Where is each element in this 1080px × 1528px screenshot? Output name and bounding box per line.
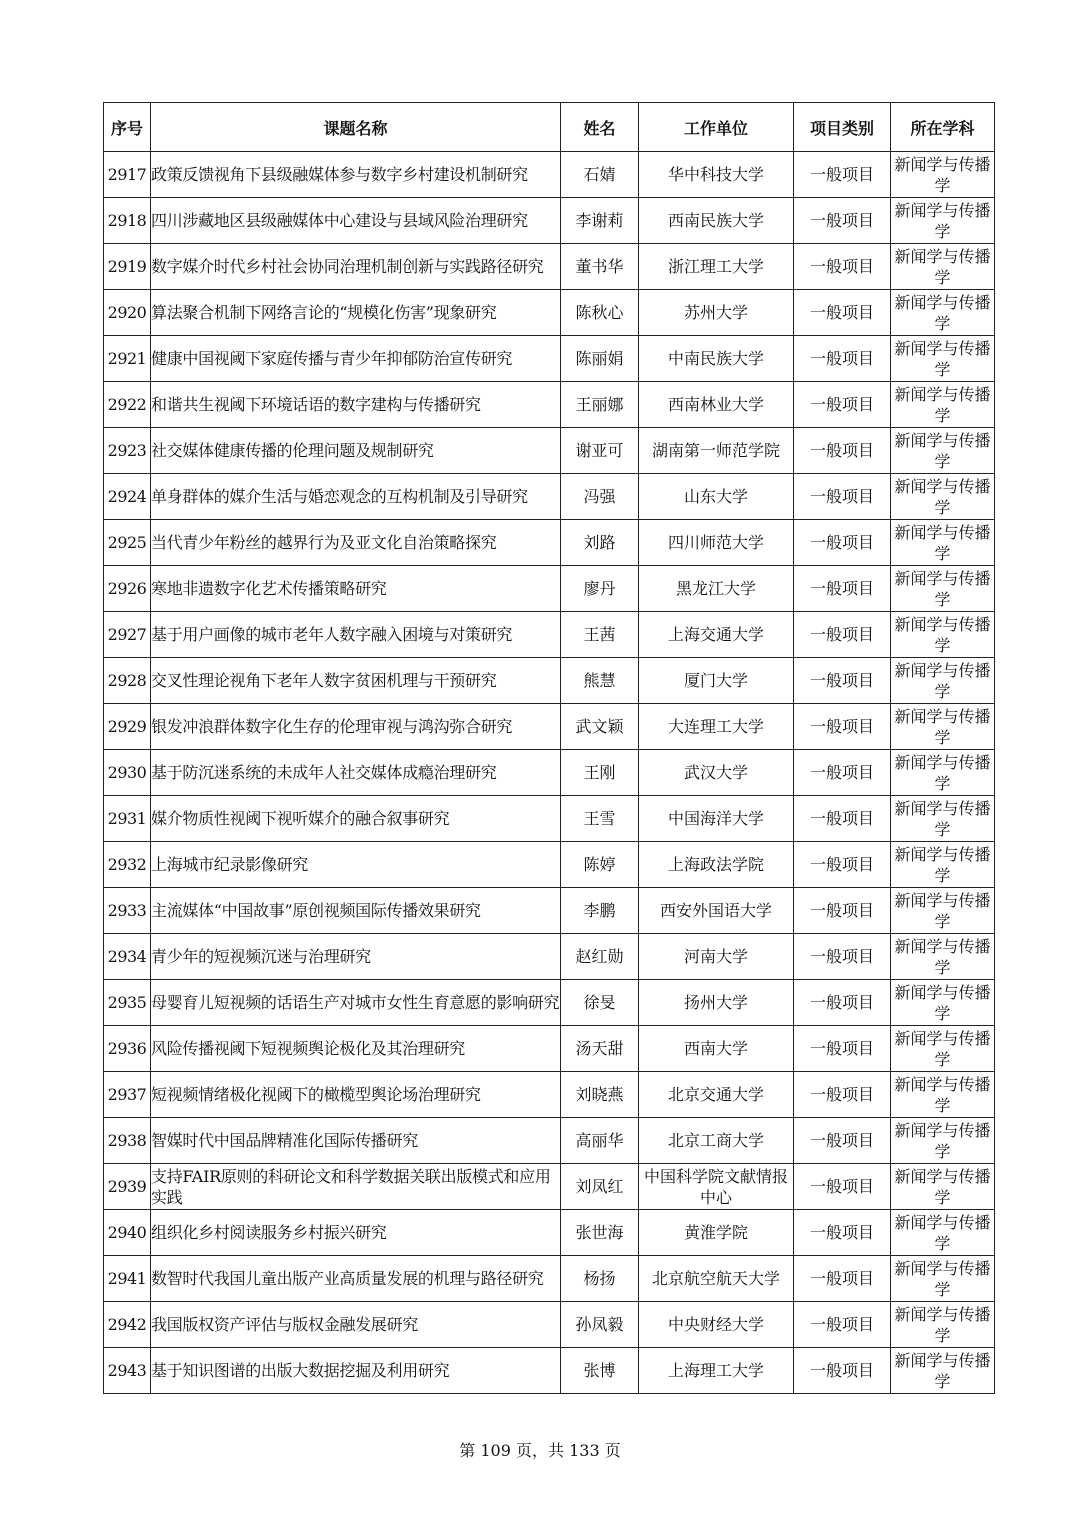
- cell-name: 张博: [561, 1348, 639, 1394]
- header-name: 姓名: [561, 103, 639, 152]
- cell-type: 一般项目: [794, 704, 891, 750]
- table-row: [104, 244, 995, 290]
- cell-discipline: 新闻学与传播学: [891, 152, 995, 198]
- header-type: 项目类别: [794, 103, 891, 152]
- cell-unit: 中国海洋大学: [639, 796, 794, 842]
- cell-unit: 西南林业大学: [639, 382, 794, 428]
- cell-unit: 中央财经大学: [639, 1302, 794, 1348]
- cell-title: 单身群体的媒介生活与婚恋观念的互构机制及引导研究: [151, 474, 561, 520]
- cell-title: 交叉性理论视角下老年人数字贫困机理与干预研究: [151, 658, 561, 704]
- cell-title: 支持FAIR原则的科研论文和科学数据关联出版模式和应用实践: [151, 1164, 561, 1210]
- project-table: [103, 102, 995, 1394]
- cell-title: 风险传播视阈下短视频舆论极化及其治理研究: [151, 1026, 561, 1072]
- cell-title: 主流媒体“中国故事”原创视频国际传播效果研究: [151, 888, 561, 934]
- table-row: [104, 1164, 995, 1210]
- table-row: [104, 796, 995, 842]
- cell-discipline: 新闻学与传播学: [891, 520, 995, 566]
- cell-name: 谢亚可: [561, 428, 639, 474]
- cell-type: 一般项目: [794, 290, 891, 336]
- cell-type: 一般项目: [794, 428, 891, 474]
- cell-type: 一般项目: [794, 1302, 891, 1348]
- table-row: [104, 1072, 995, 1118]
- cell-unit: 华中科技大学: [639, 152, 794, 198]
- cell-seq: 2928: [104, 658, 151, 704]
- cell-name: 刘路: [561, 520, 639, 566]
- cell-name: 王丽娜: [561, 382, 639, 428]
- cell-type: 一般项目: [794, 244, 891, 290]
- cell-unit: 西南大学: [639, 1026, 794, 1072]
- cell-seq: 2931: [104, 796, 151, 842]
- cell-discipline: 新闻学与传播学: [891, 382, 995, 428]
- cell-unit: 中国科学院文献情报中心: [639, 1164, 794, 1210]
- cell-unit: 上海理工大学: [639, 1348, 794, 1394]
- cell-seq: 2941: [104, 1256, 151, 1302]
- cell-title: 四川涉藏地区县级融媒体中心建设与县域风险治理研究: [151, 198, 561, 244]
- cell-unit: 北京交通大学: [639, 1072, 794, 1118]
- cell-discipline: 新闻学与传播学: [891, 1256, 995, 1302]
- cell-seq: 2917: [104, 152, 151, 198]
- cell-name: 石婧: [561, 152, 639, 198]
- cell-title: 算法聚合机制下网络言论的“规模化伤害”现象研究: [151, 290, 561, 336]
- cell-seq: 2939: [104, 1164, 151, 1210]
- cell-type: 一般项目: [794, 474, 891, 520]
- cell-discipline: 新闻学与传播学: [891, 934, 995, 980]
- cell-type: 一般项目: [794, 1210, 891, 1256]
- cell-seq: 2924: [104, 474, 151, 520]
- cell-name: 王刚: [561, 750, 639, 796]
- cell-discipline: 新闻学与传播学: [891, 704, 995, 750]
- cell-discipline: 新闻学与传播学: [891, 1026, 995, 1072]
- header-unit: 工作单位: [639, 103, 794, 152]
- cell-unit: 黑龙江大学: [639, 566, 794, 612]
- cell-title: 银发冲浪群体数字化生存的伦理审视与鸿沟弥合研究: [151, 704, 561, 750]
- cell-seq: 2925: [104, 520, 151, 566]
- table-row: [104, 152, 995, 198]
- table-row: [104, 980, 995, 1026]
- header-discipline: 所在学科: [891, 103, 995, 152]
- cell-type: 一般项目: [794, 520, 891, 566]
- cell-title: 短视频情绪极化视阈下的橄榄型舆论场治理研究: [151, 1072, 561, 1118]
- table-row: [104, 612, 995, 658]
- cell-name: 武文颖: [561, 704, 639, 750]
- cell-title: 社交媒体健康传播的伦理问题及规制研究: [151, 428, 561, 474]
- cell-title: 智媒时代中国品牌精准化国际传播研究: [151, 1118, 561, 1164]
- cell-title: 数智时代我国儿童出版产业高质量发展的机理与路径研究: [151, 1256, 561, 1302]
- cell-seq: 2940: [104, 1210, 151, 1256]
- table-row: [104, 336, 995, 382]
- cell-title: 基于知识图谱的出版大数据挖掘及利用研究: [151, 1348, 561, 1394]
- cell-type: 一般项目: [794, 842, 891, 888]
- cell-discipline: 新闻学与传播学: [891, 888, 995, 934]
- table-row: [104, 1118, 995, 1164]
- table-row: [104, 428, 995, 474]
- cell-name: 汤天甜: [561, 1026, 639, 1072]
- cell-seq: 2921: [104, 336, 151, 382]
- cell-seq: 2937: [104, 1072, 151, 1118]
- cell-discipline: 新闻学与传播学: [891, 842, 995, 888]
- table-row: [104, 888, 995, 934]
- table-row: [104, 474, 995, 520]
- cell-unit: 北京工商大学: [639, 1118, 794, 1164]
- cell-name: 刘凤红: [561, 1164, 639, 1210]
- cell-seq: 2919: [104, 244, 151, 290]
- cell-name: 刘晓燕: [561, 1072, 639, 1118]
- table-row: [104, 1302, 995, 1348]
- cell-unit: 河南大学: [639, 934, 794, 980]
- table-row: [104, 520, 995, 566]
- cell-unit: 上海政法学院: [639, 842, 794, 888]
- table-row: [104, 704, 995, 750]
- cell-name: 徐旻: [561, 980, 639, 1026]
- cell-seq: 2933: [104, 888, 151, 934]
- cell-unit: 大连理工大学: [639, 704, 794, 750]
- cell-type: 一般项目: [794, 750, 891, 796]
- cell-title: 数字媒介时代乡村社会协同治理机制创新与实践路径研究: [151, 244, 561, 290]
- cell-type: 一般项目: [794, 1072, 891, 1118]
- cell-title: 青少年的短视频沉迷与治理研究: [151, 934, 561, 980]
- cell-discipline: 新闻学与传播学: [891, 1164, 995, 1210]
- table-row: [104, 1256, 995, 1302]
- cell-name: 陈婷: [561, 842, 639, 888]
- cell-title: 母婴育儿短视频的话语生产对城市女性生育意愿的影响研究: [151, 980, 561, 1026]
- table-header-row: [104, 103, 995, 152]
- cell-discipline: 新闻学与传播学: [891, 1210, 995, 1256]
- cell-type: 一般项目: [794, 980, 891, 1026]
- table-row: [104, 934, 995, 980]
- cell-type: 一般项目: [794, 1256, 891, 1302]
- cell-name: 陈丽娟: [561, 336, 639, 382]
- cell-seq: 2923: [104, 428, 151, 474]
- cell-discipline: 新闻学与传播学: [891, 474, 995, 520]
- cell-seq: 2920: [104, 290, 151, 336]
- cell-name: 杨扬: [561, 1256, 639, 1302]
- cell-type: 一般项目: [794, 796, 891, 842]
- cell-type: 一般项目: [794, 934, 891, 980]
- cell-unit: 西安外国语大学: [639, 888, 794, 934]
- cell-title: 和谐共生视阈下环境话语的数字建构与传播研究: [151, 382, 561, 428]
- cell-name: 廖丹: [561, 566, 639, 612]
- cell-unit: 北京航空航天大学: [639, 1256, 794, 1302]
- cell-discipline: 新闻学与传播学: [891, 336, 995, 382]
- cell-seq: 2927: [104, 612, 151, 658]
- cell-seq: 2938: [104, 1118, 151, 1164]
- header-title: 课题名称: [151, 103, 561, 152]
- cell-seq: 2932: [104, 842, 151, 888]
- cell-seq: 2943: [104, 1348, 151, 1394]
- cell-discipline: 新闻学与传播学: [891, 566, 995, 612]
- cell-type: 一般项目: [794, 658, 891, 704]
- cell-seq: 2936: [104, 1026, 151, 1072]
- table-row: [104, 1348, 995, 1394]
- table-row: [104, 198, 995, 244]
- cell-discipline: 新闻学与传播学: [891, 1118, 995, 1164]
- cell-title: 组织化乡村阅读服务乡村振兴研究: [151, 1210, 561, 1256]
- cell-unit: 西南民族大学: [639, 198, 794, 244]
- cell-seq: 2934: [104, 934, 151, 980]
- cell-type: 一般项目: [794, 336, 891, 382]
- cell-unit: 苏州大学: [639, 290, 794, 336]
- table-row: [104, 566, 995, 612]
- cell-seq: 2942: [104, 1302, 151, 1348]
- cell-seq: 2930: [104, 750, 151, 796]
- cell-name: 李鹏: [561, 888, 639, 934]
- table-body: [104, 152, 995, 1394]
- table-row: [104, 658, 995, 704]
- cell-type: 一般项目: [794, 1118, 891, 1164]
- cell-name: 赵红勋: [561, 934, 639, 980]
- cell-discipline: 新闻学与传播学: [891, 198, 995, 244]
- cell-title: 基于用户画像的城市老年人数字融入困境与对策研究: [151, 612, 561, 658]
- cell-title: 基于防沉迷系统的未成年人社交媒体成瘾治理研究: [151, 750, 561, 796]
- table-row: [104, 382, 995, 428]
- cell-type: 一般项目: [794, 1026, 891, 1072]
- table-row: [104, 1026, 995, 1072]
- cell-seq: 2935: [104, 980, 151, 1026]
- cell-discipline: 新闻学与传播学: [891, 1302, 995, 1348]
- cell-unit: 四川师范大学: [639, 520, 794, 566]
- cell-discipline: 新闻学与传播学: [891, 1348, 995, 1394]
- cell-unit: 武汉大学: [639, 750, 794, 796]
- cell-title: 媒介物质性视阈下视听媒介的融合叙事研究: [151, 796, 561, 842]
- cell-type: 一般项目: [794, 612, 891, 658]
- cell-name: 孙凤毅: [561, 1302, 639, 1348]
- cell-discipline: 新闻学与传播学: [891, 244, 995, 290]
- cell-name: 高丽华: [561, 1118, 639, 1164]
- cell-name: 李谢莉: [561, 198, 639, 244]
- cell-seq: 2926: [104, 566, 151, 612]
- cell-type: 一般项目: [794, 566, 891, 612]
- cell-discipline: 新闻学与传播学: [891, 750, 995, 796]
- cell-type: 一般项目: [794, 382, 891, 428]
- cell-name: 陈秋心: [561, 290, 639, 336]
- cell-name: 王雪: [561, 796, 639, 842]
- cell-seq: 2929: [104, 704, 151, 750]
- cell-seq: 2922: [104, 382, 151, 428]
- cell-unit: 山东大学: [639, 474, 794, 520]
- cell-name: 张世海: [561, 1210, 639, 1256]
- table-row: [104, 750, 995, 796]
- cell-title: 健康中国视阈下家庭传播与青少年抑郁防治宣传研究: [151, 336, 561, 382]
- header-seq: 序号: [104, 103, 151, 152]
- cell-seq: 2918: [104, 198, 151, 244]
- cell-discipline: 新闻学与传播学: [891, 290, 995, 336]
- cell-type: 一般项目: [794, 1164, 891, 1210]
- cell-type: 一般项目: [794, 198, 891, 244]
- cell-discipline: 新闻学与传播学: [891, 612, 995, 658]
- cell-discipline: 新闻学与传播学: [891, 980, 995, 1026]
- cell-type: 一般项目: [794, 1348, 891, 1394]
- cell-discipline: 新闻学与传播学: [891, 658, 995, 704]
- cell-type: 一般项目: [794, 888, 891, 934]
- table-row: [104, 290, 995, 336]
- cell-unit: 湖南第一师范学院: [639, 428, 794, 474]
- cell-unit: 浙江理工大学: [639, 244, 794, 290]
- cell-title: 我国版权资产评估与版权金融发展研究: [151, 1302, 561, 1348]
- cell-unit: 扬州大学: [639, 980, 794, 1026]
- cell-name: 冯强: [561, 474, 639, 520]
- cell-type: 一般项目: [794, 152, 891, 198]
- cell-name: 董书华: [561, 244, 639, 290]
- cell-discipline: 新闻学与传播学: [891, 796, 995, 842]
- cell-discipline: 新闻学与传播学: [891, 1072, 995, 1118]
- cell-title: 当代青少年粉丝的越界行为及亚文化自治策略探究: [151, 520, 561, 566]
- cell-title: 寒地非遗数字化艺术传播策略研究: [151, 566, 561, 612]
- cell-unit: 黄淮学院: [639, 1210, 794, 1256]
- cell-name: 熊慧: [561, 658, 639, 704]
- cell-unit: 中南民族大学: [639, 336, 794, 382]
- table-row: [104, 842, 995, 888]
- table-row: [104, 1210, 995, 1256]
- cell-discipline: 新闻学与传播学: [891, 428, 995, 474]
- cell-name: 王茜: [561, 612, 639, 658]
- cell-title: 上海城市纪录影像研究: [151, 842, 561, 888]
- cell-title: 政策反馈视角下县级融媒体参与数字乡村建设机制研究: [151, 152, 561, 198]
- page-footer: 第 109 页，共 133 页: [459, 1441, 621, 1460]
- cell-unit: 上海交通大学: [639, 612, 794, 658]
- cell-unit: 厦门大学: [639, 658, 794, 704]
